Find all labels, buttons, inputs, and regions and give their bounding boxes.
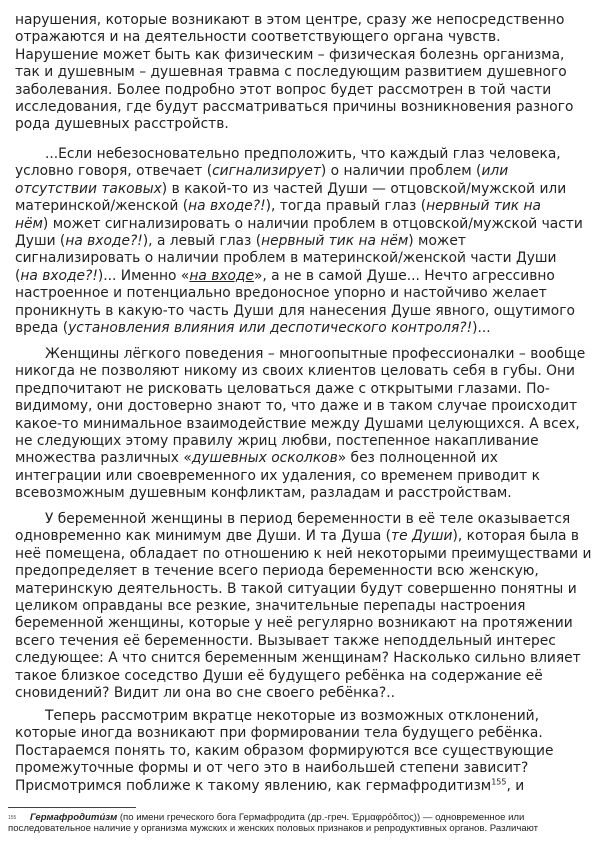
text-line xyxy=(15,708,595,725)
text-run: интеграции или своевременного их удаления, со временем приводит к xyxy=(15,467,540,484)
text-run: У беременной женщины в период беременности в её теле оказывается xyxy=(45,511,571,527)
text-line xyxy=(15,99,595,116)
text-line xyxy=(15,233,595,250)
emphasis-text: на входе?! xyxy=(20,267,98,284)
text-run: вреда ( xyxy=(15,320,69,337)
text-line xyxy=(15,29,595,46)
text-run: исследования, где будут рассматриваться причины возникновения разного xyxy=(15,99,574,116)
text-line xyxy=(15,285,595,302)
emphasis-text: нервный тик на xyxy=(426,198,542,215)
emphasis-text: нём xyxy=(15,215,43,232)
text-run: )... Именно « xyxy=(97,267,190,284)
text-run: всего течения её беременности. Вызывает также неподдельный интерес xyxy=(15,632,556,649)
text-run: никогда не позволяют никому из своих клиентов целовать себя в губы. Они xyxy=(15,363,576,380)
text-line xyxy=(15,485,595,502)
text-run: ) может xyxy=(408,233,466,250)
text-line xyxy=(15,250,595,267)
text-line xyxy=(15,181,595,198)
text-line xyxy=(15,546,595,563)
text-run: )... xyxy=(472,320,491,337)
emphasis-text: те Души xyxy=(391,528,453,545)
text-run: ), тогда правый глаз ( xyxy=(265,198,427,215)
text-run: видимому, они достоверно знают то, что даже и в таком случае происходит xyxy=(15,398,578,415)
text-line xyxy=(15,668,595,685)
text-run: сигнализировать о наличии проблем в материнской/женской части Души xyxy=(15,250,557,267)
text-run: Присмотримся поближе к такому явлению, как гермафродитизм xyxy=(15,777,492,794)
emphasis-text: на входе?! xyxy=(188,198,266,215)
text-run: которые иногда возникают при формировании тела будущего ребёнка. xyxy=(15,725,543,742)
paragraph xyxy=(15,708,595,795)
text-run: беременной женщины, которые у неё регулярно возникают на протяжении xyxy=(15,615,573,632)
text-line xyxy=(15,303,595,320)
text-line xyxy=(15,615,595,632)
text-run: настроенное и потенциально вредоносное упорно и настойчиво желает xyxy=(15,285,547,302)
paragraph xyxy=(15,12,595,134)
text-line xyxy=(15,163,595,180)
text-run: ) о наличии проблем ( xyxy=(320,163,482,180)
text-run: ) может сигнализировать о наличии проблем в отцовской/мужской части xyxy=(42,215,583,232)
text-run: предпочитают не рисковать целоваться даже с открытыми глазами. По- xyxy=(15,380,550,397)
text-line xyxy=(15,416,595,433)
text-line xyxy=(15,685,595,702)
footnote-divider xyxy=(8,807,136,808)
text-run: неё помещена, обладает по отношению к ней некоторыми преимуществами и xyxy=(15,545,592,562)
footnote-term: Гермафродити́зм xyxy=(30,812,118,823)
text-run: отражаются и на деятельности соответствующего органа чувств. xyxy=(15,29,501,46)
emphasis-text: нервный тик на нём xyxy=(261,233,409,250)
text-run: материнскую деятельность. В такой ситуации будут совершенно понятны и xyxy=(15,580,577,597)
text-line xyxy=(15,363,595,380)
text-run: » без полноценной их xyxy=(337,450,498,467)
text-line xyxy=(15,450,595,467)
emphasis-text: на входе?! xyxy=(65,233,143,250)
text-run: целиком оправданы все резкие, значительные перепады настроения xyxy=(15,598,526,615)
footnote-line xyxy=(8,824,598,835)
text-run: промежуточные формы и от чего это в наибольшей степени зависит? xyxy=(15,760,529,777)
text-run: Теперь рассмотрим вкратце некоторые из возможных отклонений, xyxy=(45,708,540,724)
text-line xyxy=(15,581,595,598)
text-run: », а не в самой Душе... Нечто агрессивно xyxy=(253,267,555,284)
emphasis-text: сигнализирует xyxy=(212,163,321,180)
text-run: какое-то минимальное взаимодействие между Душами целующихся. А всех, xyxy=(15,415,580,432)
text-run: множества различных « xyxy=(15,450,192,467)
text-run: ) в какой-то из частей Души — отцовской/мужской или xyxy=(161,180,567,197)
text-run: проникнуть в какую-то часть Души для нанесения Душе явного, ощутимого xyxy=(15,302,575,319)
text-line xyxy=(15,268,595,285)
text-line xyxy=(15,12,595,29)
text-line xyxy=(15,216,595,233)
text-line xyxy=(15,528,595,545)
text-line xyxy=(15,468,595,485)
text-run: ), а левый глаз ( xyxy=(142,233,262,250)
paragraph xyxy=(15,511,595,702)
footnote-text: последовательное наличие у организма мужских и женских половых признаков и репродуктивных органов. Различают xyxy=(8,822,539,834)
text-run: ), которая была в xyxy=(452,528,579,545)
text-run: Женщины лёгкого поведения – многоопытные профессионалки – вообще xyxy=(45,346,586,362)
text-line xyxy=(15,650,595,667)
text-run: всевозможным душевным конфликтам, разладам и расстройствам. xyxy=(15,485,512,502)
text-line xyxy=(15,778,595,795)
text-line xyxy=(15,433,595,450)
text-run: так и душевным – душевная травма с последующим развитием душевного xyxy=(15,64,567,81)
text-run: следующее: А что снится беременным женщинам? Насколько сильно влияет xyxy=(15,650,581,667)
text-line xyxy=(15,563,595,580)
emphasis-text: отсутствии таковых xyxy=(15,180,162,197)
text-line xyxy=(15,346,595,363)
footnote xyxy=(8,813,598,834)
text-line xyxy=(15,320,595,337)
text-line xyxy=(15,398,595,415)
text-line xyxy=(15,381,595,398)
text-line xyxy=(15,743,595,760)
text-run: , и xyxy=(506,777,525,794)
text-line xyxy=(15,47,595,64)
text-run: Души ( xyxy=(15,233,66,250)
text-line xyxy=(15,511,595,528)
text-run: одновременно как минимум две Души. И та Душа ( xyxy=(15,528,392,545)
text-line xyxy=(15,598,595,615)
text-run: условно говоря, отвечает ( xyxy=(15,163,213,180)
text-line xyxy=(15,760,595,777)
text-run: не следующих этому правилу жриц любви, постепенное накапливание xyxy=(15,433,539,450)
text-line xyxy=(15,82,595,99)
paragraph xyxy=(15,146,595,337)
text-run: такое близкое соседство Души её будущего ребёнка на содержание её xyxy=(15,667,543,684)
text-run: предопределяет в течение всего периода беременности всю женскую, xyxy=(15,563,539,580)
text-line xyxy=(15,146,595,163)
text-run: ( xyxy=(15,267,21,284)
text-line xyxy=(15,725,595,742)
text-line xyxy=(15,116,595,133)
text-run: сновидений? Видит ли она во сне своего ребёнка?.. xyxy=(15,685,395,702)
footnote-text: (по имени греческого бога Гермафродита (др.-греч. Ἑρμαφρόδιτος)) — одновременное или xyxy=(117,812,525,823)
footnote-reference[interactable]: 155 xyxy=(491,777,507,787)
text-line xyxy=(15,64,595,81)
text-run: нарушения, которые возникают в этом центре, сразу же непосредственно xyxy=(15,12,565,28)
emphasis-text: установления влияния или деспотического контроля?! xyxy=(68,320,473,337)
emphasis-text: на входе xyxy=(189,267,254,284)
text-line xyxy=(15,633,595,650)
text-line xyxy=(15,198,595,215)
text-run: Нарушение может быть как физическим – физическая болезнь организма, xyxy=(15,46,565,63)
text-run: материнской/женской ( xyxy=(15,198,189,215)
text-run: Постараемся понять то, каким образом формируются все существующие xyxy=(15,742,554,759)
footnote-number: 155 xyxy=(8,815,17,821)
text-run: заболевания. Более подробно этот вопрос будет рассмотрен в той части xyxy=(15,81,552,98)
text-run: рода душевных расстройств. xyxy=(15,116,229,133)
text-run: ...Если небезосновательно предположить, что каждый глаз человека, xyxy=(45,146,561,162)
paragraph xyxy=(15,346,595,503)
emphasis-text: душевных осколков xyxy=(191,450,338,467)
emphasis-text: или xyxy=(481,163,509,180)
